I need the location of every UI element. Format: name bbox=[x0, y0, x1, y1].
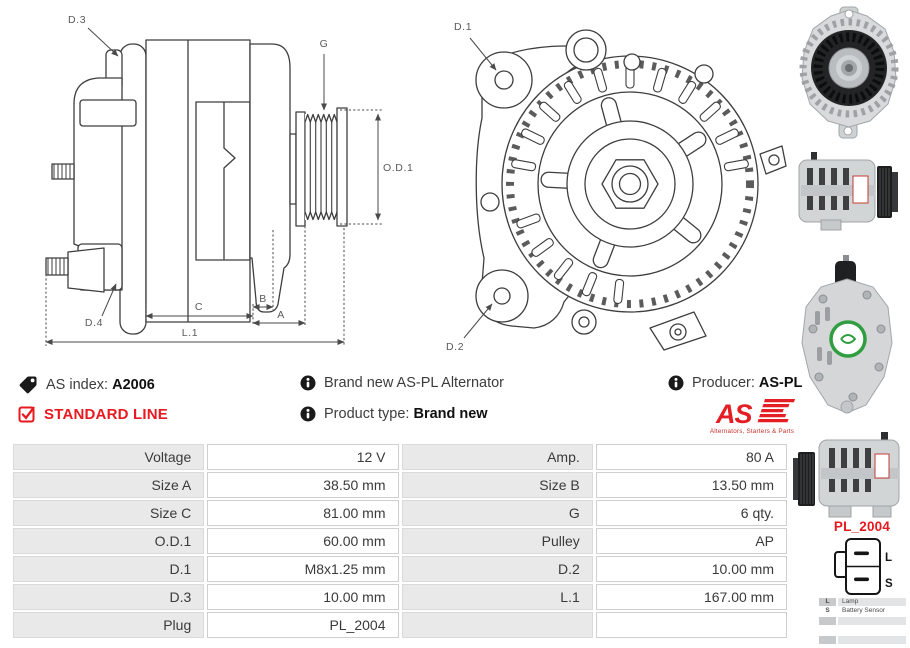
spec-row bbox=[13, 444, 787, 470]
spec-value-cell: 80 A bbox=[596, 444, 787, 470]
plug-legend-desc: Lamp bbox=[838, 598, 906, 606]
spec-label-cell: G bbox=[402, 500, 593, 526]
spec-row bbox=[13, 556, 787, 582]
spec-value-cell: 167.00 mm bbox=[596, 584, 787, 610]
spec-value-cell: 60.00 mm bbox=[207, 528, 398, 554]
spec-row bbox=[13, 528, 787, 554]
spec-label-cell: Amp. bbox=[402, 444, 593, 470]
spec-row bbox=[13, 584, 787, 610]
plug-legend-row bbox=[819, 626, 906, 634]
standard-line-label: STANDARD LINE bbox=[44, 405, 168, 423]
plug-legend-key bbox=[819, 626, 836, 634]
spec-value-cell: 81.00 mm bbox=[207, 500, 398, 526]
as-index-field bbox=[18, 375, 155, 395]
spec-label-cell: L.1 bbox=[402, 584, 593, 610]
product-photo-side-right[interactable] bbox=[793, 148, 905, 234]
spec-value-cell bbox=[596, 612, 787, 638]
spec-value-cell: 10.00 mm bbox=[596, 556, 787, 582]
producer-label: Producer: bbox=[692, 375, 755, 391]
plug-legend bbox=[819, 598, 906, 645]
dim-label-a: A bbox=[277, 309, 285, 321]
dim-label-b: B bbox=[259, 293, 267, 305]
spec-row bbox=[13, 612, 787, 638]
producer-value: AS-PL bbox=[758, 375, 803, 391]
dim-label-d2: D.2 bbox=[446, 341, 465, 353]
product-photo-side-left[interactable] bbox=[793, 430, 909, 518]
spec-row bbox=[13, 500, 787, 526]
spec-value-cell: AP bbox=[596, 528, 787, 554]
as-index-label: AS index: bbox=[46, 377, 109, 393]
product-photo-rear[interactable] bbox=[793, 255, 903, 425]
spec-value-cell: 10.00 mm bbox=[207, 584, 398, 610]
green-qc-sticker bbox=[831, 322, 865, 356]
tag-icon bbox=[18, 375, 38, 395]
spec-label-cell: Size B bbox=[402, 472, 593, 498]
spec-label-cell: D.2 bbox=[402, 556, 593, 582]
spec-label-cell: Size C bbox=[13, 500, 204, 526]
product-type-value: Brand new bbox=[413, 406, 488, 422]
spec-label-cell: D.1 bbox=[13, 556, 204, 582]
plug-legend-desc bbox=[838, 617, 906, 625]
plug-legend-key bbox=[819, 617, 836, 625]
product-photo-front[interactable] bbox=[793, 6, 905, 140]
plug-legend-row bbox=[819, 607, 906, 615]
dim-label-g: G bbox=[319, 38, 329, 50]
logo-tagline: Alternators, Starters & Parts bbox=[709, 428, 795, 435]
spec-value-cell: 6 qty. bbox=[596, 500, 787, 526]
spec-row bbox=[13, 472, 787, 498]
spec-table-body bbox=[13, 444, 787, 638]
product-type-label: Product type: bbox=[324, 406, 410, 422]
spec-value-cell: 38.50 mm bbox=[207, 472, 398, 498]
side-view-technical-drawing bbox=[38, 6, 414, 354]
plug-pin-label-l: L bbox=[885, 552, 893, 564]
dim-label-d4: D.4 bbox=[84, 317, 104, 329]
plug-name: PL_2004 bbox=[833, 519, 891, 534]
info-icon bbox=[300, 375, 316, 391]
plug-legend-key: L bbox=[819, 598, 836, 606]
plug-legend-key: S bbox=[825, 607, 830, 615]
plug-legend-row bbox=[819, 636, 906, 644]
brand-new-field bbox=[300, 375, 504, 391]
plug-legend-desc bbox=[838, 636, 906, 644]
logo-text: AS bbox=[716, 399, 752, 429]
spec-value-cell: PL_2004 bbox=[207, 612, 398, 638]
plug-pin-label-s: S bbox=[885, 578, 893, 590]
dim-label-l1: L.1 bbox=[181, 327, 199, 339]
plug-connector-diagram bbox=[830, 537, 902, 597]
info-icon bbox=[300, 406, 316, 422]
producer-field bbox=[668, 375, 802, 391]
front-bracket bbox=[250, 44, 290, 312]
spec-value-cell: 13.50 mm bbox=[596, 472, 787, 498]
spec-value-cell: 12 V bbox=[207, 444, 398, 470]
spec-table bbox=[10, 442, 790, 640]
plug-legend-row bbox=[819, 617, 906, 625]
spec-label-cell: Pulley bbox=[402, 528, 593, 554]
spec-label-cell bbox=[402, 612, 593, 638]
dim-label-c: C bbox=[194, 301, 204, 313]
info-icon bbox=[668, 375, 684, 391]
product-type-field bbox=[300, 406, 488, 422]
dim-label-d3: D.3 bbox=[68, 14, 87, 26]
spec-label-cell: Size A bbox=[13, 472, 204, 498]
stator-body bbox=[146, 40, 250, 322]
brand-new-text: Brand new AS-PL Alternator bbox=[324, 375, 505, 391]
standard-line-badge bbox=[18, 405, 168, 423]
front-view-technical-drawing bbox=[438, 6, 790, 358]
spec-label-cell: Plug bbox=[13, 612, 204, 638]
plug-legend-row bbox=[819, 598, 906, 606]
as-index-value: A2006 bbox=[112, 377, 155, 393]
spec-label-cell: Voltage bbox=[13, 444, 204, 470]
spec-label-cell: O.D.1 bbox=[13, 528, 204, 554]
dim-label-d1: D.1 bbox=[454, 21, 473, 33]
plug-legend-key bbox=[819, 636, 836, 644]
as-pl-logo bbox=[700, 396, 800, 436]
plug-legend-desc bbox=[838, 626, 906, 634]
spec-value-cell: M8x1.25 mm bbox=[207, 556, 398, 582]
checked-checkbox-icon bbox=[18, 405, 36, 423]
dim-label-od1: O.D.1 bbox=[383, 162, 414, 174]
spec-label-cell: D.3 bbox=[13, 584, 204, 610]
rear-mount-boss bbox=[120, 44, 146, 334]
plug-legend-desc: Battery Sensor bbox=[842, 607, 885, 615]
